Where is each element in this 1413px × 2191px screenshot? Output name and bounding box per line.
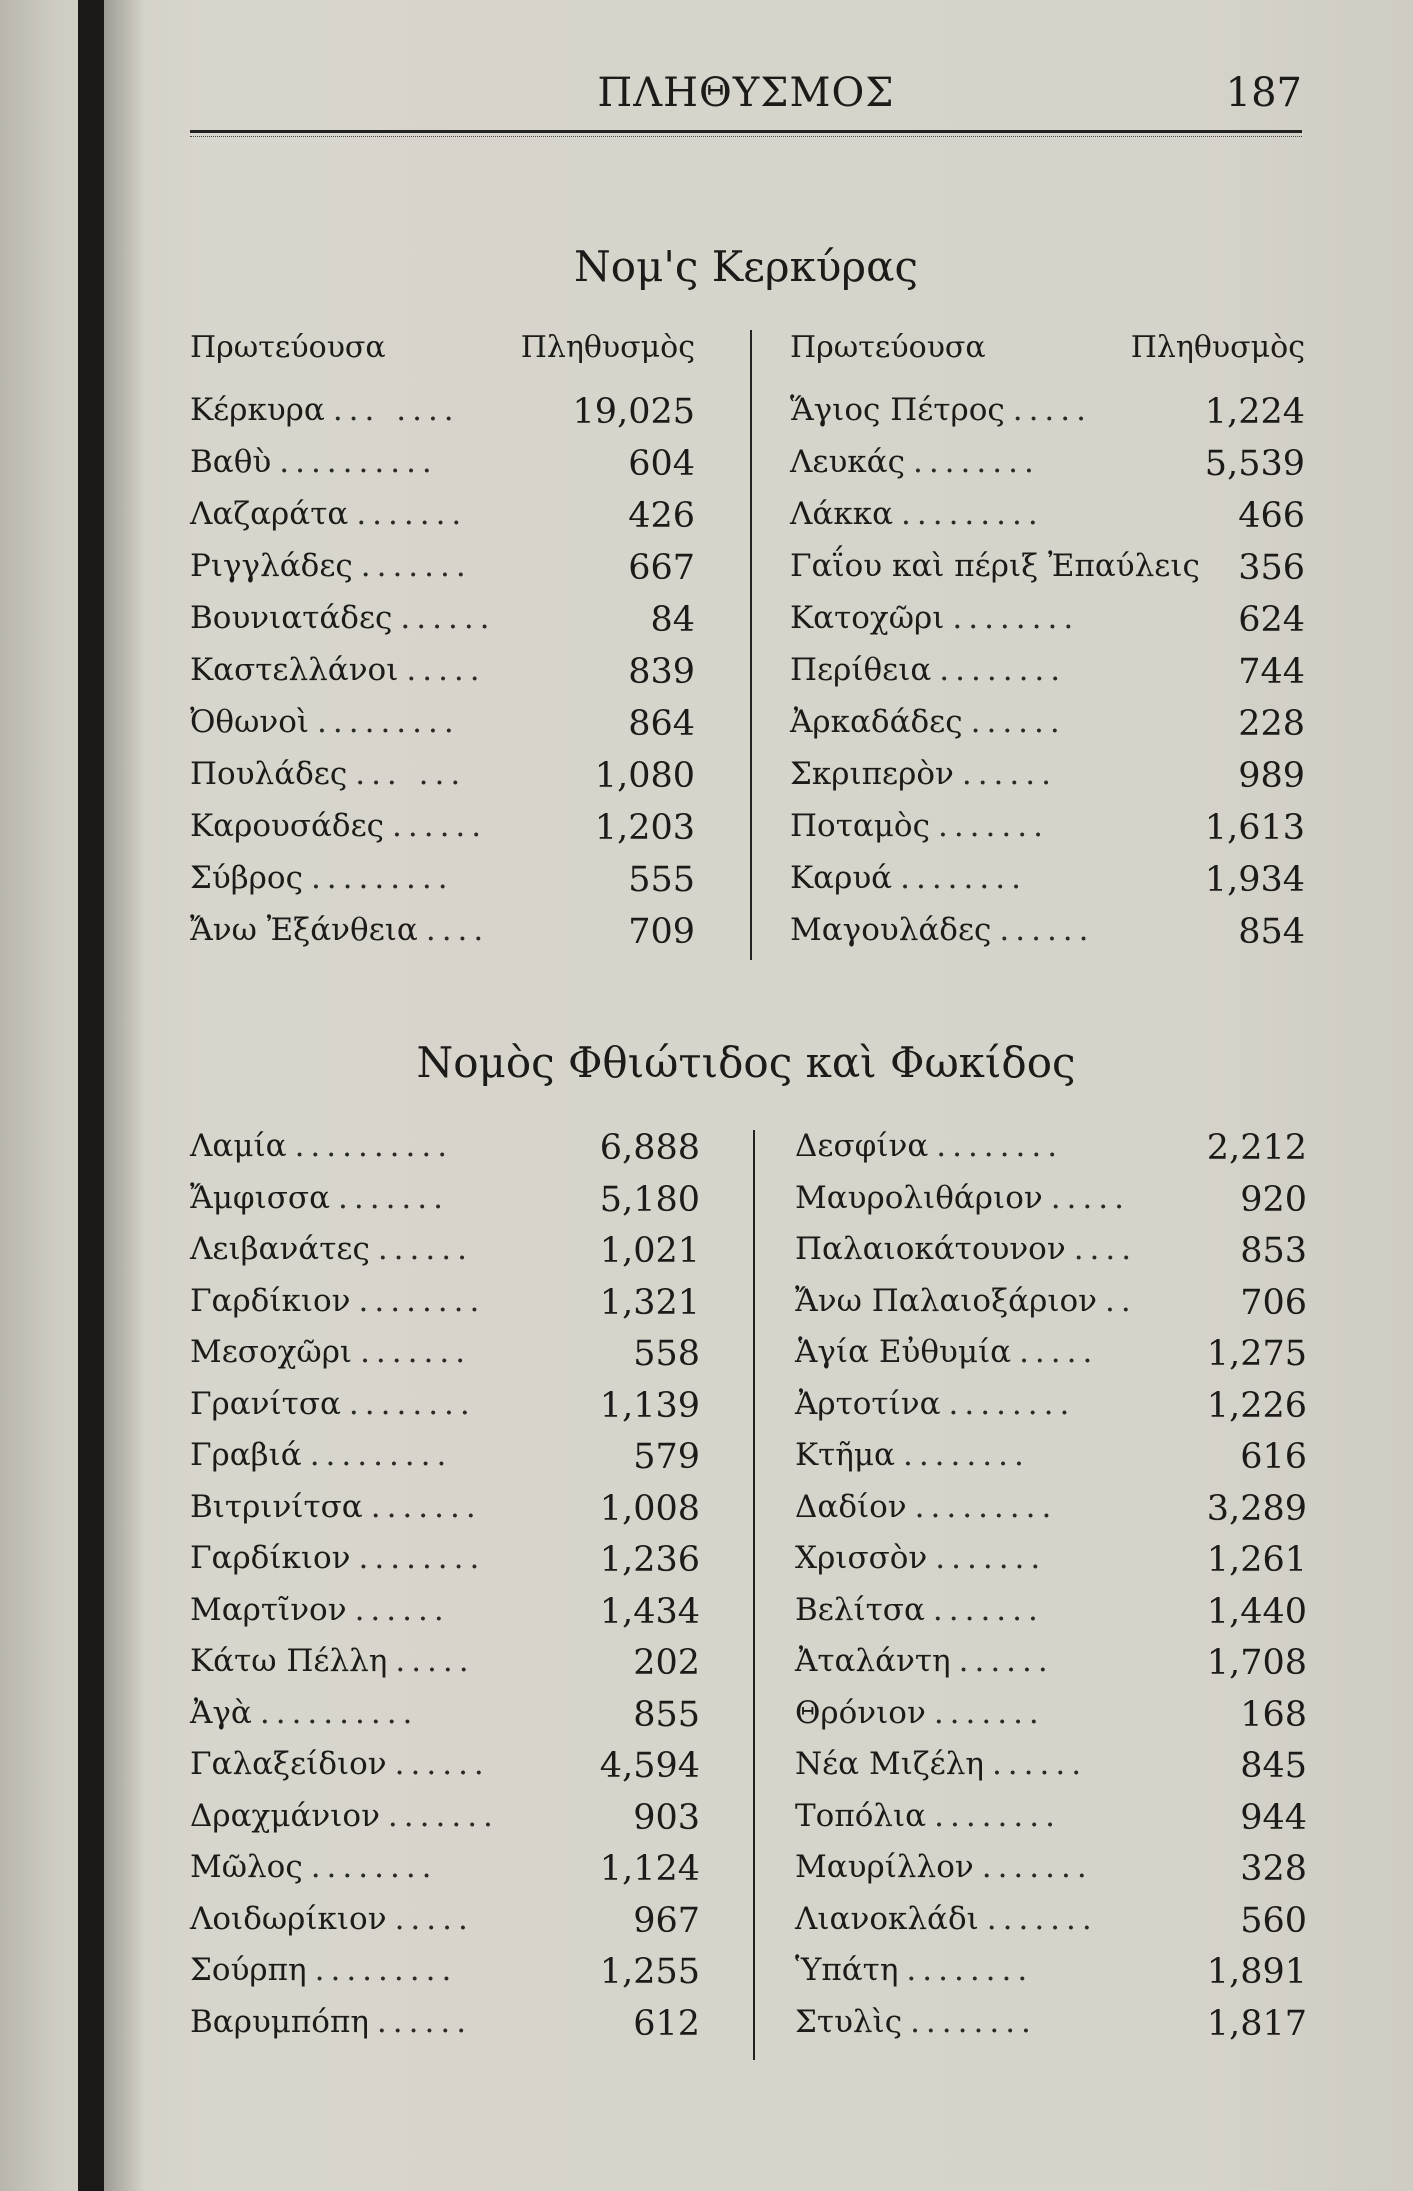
place-name: Σκριπερὸν	[790, 756, 954, 792]
leader-dots: ......	[999, 912, 1095, 948]
table-row	[795, 1489, 1307, 1539]
leader-dots: .....	[395, 1643, 475, 1679]
population-value: 356	[1238, 548, 1305, 588]
leader-dots: .........	[310, 860, 454, 896]
place-name: Βελίτσα	[795, 1591, 925, 1628]
population-value: 1,226	[1206, 1385, 1307, 1426]
leader-dots: ......	[377, 1231, 473, 1267]
table-row	[190, 1643, 700, 1693]
table-row	[795, 1695, 1307, 1745]
leader-dots: .......	[937, 808, 1049, 844]
place-name: Χρισσὸν	[795, 1540, 928, 1576]
leader-dots: .........	[914, 1488, 1058, 1525]
leader-dots: ........	[912, 444, 1040, 480]
population-value: 854	[1238, 912, 1305, 952]
leader-dots: ......	[991, 1746, 1088, 1782]
place-name: Μαυρίλλον	[795, 1849, 974, 1885]
place-name: Βαρυμπόπη	[190, 2003, 369, 2040]
table-row	[795, 1180, 1307, 1230]
running-head	[190, 70, 1302, 130]
kerkyra-right-column	[790, 330, 1305, 970]
table-row	[190, 1540, 700, 1590]
leader-dots: ........	[358, 1540, 486, 1576]
column-header	[190, 330, 695, 370]
leader-dots: ........	[952, 600, 1080, 636]
table-row	[190, 392, 695, 442]
leader-dots: .......	[981, 1849, 1093, 1885]
place-name: Τοπόλια	[795, 1797, 927, 1834]
place-name: Βαθὺ	[190, 444, 272, 480]
leader-dots: ........	[936, 1128, 1064, 1164]
leader-dots: .......	[338, 1179, 449, 1216]
leader-dots: ........	[902, 1437, 1030, 1473]
population-value: 4,594	[599, 1746, 700, 1786]
leader-dots: .......	[360, 548, 472, 584]
population-value: 706	[1240, 1282, 1307, 1323]
place-name: Γαρδίκιον	[190, 1282, 351, 1319]
table-row	[190, 1437, 700, 1487]
table-row	[190, 912, 695, 962]
table-row	[795, 1952, 1307, 2002]
leader-dots: .....	[406, 652, 486, 688]
place-name: Μαρτῖνον	[190, 1591, 347, 1628]
population-value: 6,888	[599, 1128, 700, 1168]
table-row	[795, 1437, 1307, 1487]
leader-dots: ....	[1073, 1231, 1138, 1267]
place-name: Καρουσάδες	[190, 808, 385, 844]
place-name: Βουνιατάδες	[190, 600, 393, 636]
place-name: Ὑπάτη	[795, 1952, 899, 1988]
population-value: 1,224	[1204, 392, 1305, 432]
population-value: 1,275	[1206, 1334, 1307, 1374]
table-row	[790, 808, 1305, 858]
population-value: 1,891	[1206, 1952, 1307, 1992]
leader-dots: .......	[360, 1334, 472, 1370]
place-name: Μῶλος	[190, 1849, 303, 1885]
place-name: Μεσοχῶρι	[190, 1334, 353, 1370]
table-row	[190, 2004, 700, 2054]
place-name: Μαυρολιθάριον	[795, 1179, 1043, 1216]
population-header: Πληθυσμὸς	[520, 330, 695, 365]
place-name: Δαδίον	[795, 1488, 907, 1525]
place-name: Στυλὶς	[795, 2003, 903, 2040]
population-value: 228	[1238, 704, 1305, 744]
leader-dots: ......	[392, 808, 488, 844]
table-row	[790, 860, 1305, 910]
population-value: 920	[1240, 1179, 1307, 1220]
capital-header: Πρωτεύουσα	[190, 330, 386, 365]
population-value: 709	[628, 912, 695, 952]
population-value: 1,021	[599, 1231, 700, 1271]
place-name: Λειβανάτες	[190, 1231, 370, 1267]
population-value: 560	[1240, 1900, 1307, 1941]
population-value: 1,440	[1206, 1591, 1307, 1632]
population-value: 84	[650, 600, 695, 640]
population-value: 616	[1240, 1437, 1307, 1477]
place-name: Ριγγλάδες	[190, 548, 353, 584]
table-row	[795, 1128, 1307, 1178]
table-row	[190, 496, 695, 546]
leader-dots: ........	[358, 1282, 486, 1319]
leader-dots: .....	[1019, 1334, 1099, 1370]
leader-dots: ... ...	[355, 756, 467, 792]
population-value: 967	[633, 1900, 700, 1941]
place-name: Κέρκυρα	[190, 392, 325, 428]
place-name: Λαμία	[190, 1128, 287, 1164]
population-value: 579	[633, 1437, 700, 1477]
table-row	[790, 756, 1305, 806]
population-value: 555	[628, 860, 695, 900]
population-header: Πληθυσμὸς	[1130, 330, 1305, 365]
column-header	[790, 330, 1305, 370]
table-row	[795, 1283, 1307, 1333]
population-value: 1,434	[599, 1591, 700, 1632]
table-row	[795, 2004, 1307, 2054]
table-row	[190, 1489, 700, 1539]
population-value: 853	[1240, 1231, 1307, 1271]
kerkyra-left-column	[190, 330, 695, 970]
table-row	[190, 600, 695, 650]
leader-dots: ........	[934, 1797, 1061, 1834]
table-row	[795, 1540, 1307, 1590]
leader-dots: ........	[348, 1385, 476, 1422]
table-row	[190, 1746, 700, 1796]
leader-dots: ......	[970, 704, 1066, 740]
population-value: 1,124	[599, 1849, 700, 1889]
header-rule	[190, 130, 1302, 133]
leader-dots: ......	[958, 1643, 1054, 1679]
place-name: Σύβρος	[190, 860, 303, 896]
table-row	[190, 1231, 700, 1281]
table-row	[190, 808, 695, 858]
population-value: 1,139	[599, 1385, 700, 1426]
population-value: 1,080	[594, 756, 695, 796]
table-row	[190, 1695, 700, 1745]
table-row	[190, 1592, 700, 1642]
table-row	[190, 548, 695, 598]
leader-dots: ......	[400, 600, 496, 636]
leader-dots: .......	[933, 1694, 1045, 1731]
population-value: 903	[633, 1797, 700, 1838]
leader-dots: .....	[1050, 1179, 1130, 1216]
table-row	[190, 756, 695, 806]
table-row	[790, 912, 1305, 962]
place-name: Γαλαξείδιον	[190, 1746, 387, 1782]
place-name: Ἀγὰ	[190, 1694, 252, 1731]
leader-dots: ......	[961, 756, 1057, 792]
leader-dots: ........	[900, 860, 1027, 896]
section-title-kerkyra: Νομ'ς Κερκύρας	[574, 242, 918, 291]
place-name: Λιανοκλάδι	[795, 1900, 979, 1937]
place-name: Ἁγία Εὐθυμία	[795, 1334, 1012, 1370]
place-name: Ἀρκαδάδες	[790, 704, 963, 740]
leader-dots: ......	[354, 1591, 450, 1628]
leader-dots: ..	[1105, 1282, 1137, 1319]
population-value: 466	[1238, 496, 1305, 536]
place-name: Νέα Μιζέλη	[795, 1746, 984, 1782]
gutter-shadow	[104, 0, 144, 2191]
population-value: 845	[1240, 1746, 1307, 1786]
place-name: Περίθεια	[790, 652, 932, 688]
leader-dots: ........	[906, 1952, 1034, 1988]
fthiotida-right-column	[795, 1128, 1307, 2068]
place-name: Κτῆμα	[795, 1437, 895, 1473]
place-name: Ὀθωνοὶ	[190, 704, 310, 740]
population-value: 558	[633, 1334, 700, 1374]
population-value: 3,289	[1206, 1488, 1307, 1529]
table-row	[190, 1952, 700, 2002]
population-value: 1,261	[1206, 1540, 1307, 1580]
population-value: 426	[628, 496, 695, 536]
fthiotida-left-column	[190, 1128, 700, 2068]
leader-dots: .......	[356, 496, 468, 532]
place-name: Λευκάς	[790, 444, 905, 480]
table-row	[795, 1849, 1307, 1899]
population-value: 1,203	[594, 808, 695, 848]
place-name: Ἄνω Ἐξάνθεια	[190, 912, 418, 948]
table-row	[190, 1901, 700, 1951]
table-row	[190, 1128, 700, 1178]
place-name: Δεσφίνα	[795, 1128, 929, 1164]
population-value: 1,613	[1204, 808, 1305, 848]
place-name: Κατοχῶρι	[790, 600, 945, 636]
leader-dots: ......	[376, 2003, 473, 2040]
population-value: 989	[1238, 756, 1305, 796]
place-name: Ἀρτοτίνα	[795, 1385, 941, 1422]
population-value: 1,255	[599, 1952, 700, 1992]
column-divider	[753, 1130, 755, 2060]
place-name: Ἄμφισσα	[190, 1179, 331, 1216]
capital-header: Πρωτεύουσα	[790, 330, 986, 365]
table-row	[190, 1283, 700, 1333]
table-row	[790, 652, 1305, 702]
table-row	[190, 1849, 700, 1899]
header-rule-dotted	[190, 136, 1302, 137]
population-value: 944	[1240, 1797, 1307, 1838]
leader-dots: .....	[394, 1900, 474, 1937]
leader-dots: ........	[910, 2003, 1037, 2040]
page-number: 187	[1225, 70, 1302, 116]
leader-dots: ......	[394, 1746, 490, 1782]
leader-dots: .....	[1012, 392, 1092, 428]
population-value: 744	[1238, 652, 1305, 692]
population-value: 1,321	[599, 1282, 700, 1323]
population-value: 604	[628, 444, 695, 484]
place-name: Γαΐου καὶ πέριξ Ἐπαύλεις	[790, 548, 1200, 584]
population-value: 5,180	[599, 1179, 700, 1220]
table-row	[795, 1746, 1307, 1796]
place-name: Γραβιά	[190, 1437, 302, 1473]
leader-dots: .........	[901, 496, 1044, 532]
place-name: Ἄνω Παλαιοξάριον	[795, 1282, 1097, 1319]
population-value: 1,708	[1206, 1643, 1307, 1683]
table-row	[190, 704, 695, 754]
place-name: Κάτω Πέλλη	[190, 1643, 388, 1679]
table-row	[190, 652, 695, 702]
table-row	[190, 1798, 700, 1848]
place-name: Ἀταλάντη	[795, 1643, 951, 1679]
column-divider	[750, 330, 752, 960]
table-row	[795, 1592, 1307, 1642]
place-name: Λοιδωρίκιον	[190, 1900, 387, 1937]
population-value: 624	[1238, 600, 1305, 640]
leader-dots: ..........	[279, 444, 438, 480]
population-value: 1,934	[1204, 860, 1305, 900]
population-value: 1,008	[599, 1488, 700, 1529]
table-row	[795, 1386, 1307, 1436]
population-value: 855	[633, 1694, 700, 1735]
place-name: Βιτρινίτσα	[190, 1488, 363, 1525]
leader-dots: ..........	[259, 1694, 419, 1731]
leader-dots: .........	[317, 704, 460, 740]
leader-dots: ....	[425, 912, 490, 948]
table-row	[795, 1901, 1307, 1951]
population-value: 19,025	[572, 392, 695, 432]
population-value: 839	[628, 652, 695, 692]
place-name: Σούρπη	[190, 1952, 307, 1988]
place-name: Γρανίτσα	[190, 1385, 341, 1422]
population-value: 168	[1240, 1694, 1307, 1735]
table-row	[795, 1798, 1307, 1848]
leader-dots: .......	[932, 1591, 1044, 1628]
place-name: Μαγουλάδες	[790, 912, 992, 948]
table-row	[190, 1386, 700, 1436]
table-row	[790, 392, 1305, 442]
place-name: Δραχμάνιον	[190, 1797, 380, 1834]
leader-dots: ........	[939, 652, 1067, 688]
place-name: Πουλάδες	[190, 756, 348, 792]
place-name: Θρόνιον	[795, 1694, 926, 1731]
leader-dots: ........	[310, 1849, 438, 1885]
place-name: Ἅγιος Πέτρος	[790, 392, 1005, 428]
leader-dots: ... ....	[332, 392, 460, 428]
leader-dots: .......	[986, 1900, 1098, 1937]
table-row	[790, 600, 1305, 650]
place-name: Λάκκα	[790, 496, 894, 532]
table-row	[190, 1334, 700, 1384]
table-row	[790, 496, 1305, 546]
table-row	[790, 548, 1305, 598]
table-row	[190, 1180, 700, 1230]
place-name: Παλαιοκάτουνον	[795, 1231, 1066, 1267]
place-name: Γαρδίκιον	[190, 1540, 351, 1576]
place-name: Καρυά	[790, 860, 893, 896]
table-row	[790, 444, 1305, 494]
table-row	[795, 1334, 1307, 1384]
population-value: 1,236	[599, 1540, 700, 1580]
population-value: 1,817	[1206, 2003, 1307, 2044]
leader-dots: ........	[948, 1385, 1076, 1422]
table-row	[795, 1643, 1307, 1693]
population-value: 667	[628, 548, 695, 588]
population-value: 864	[628, 704, 695, 744]
population-value: 5,539	[1204, 444, 1305, 484]
leader-dots: .......	[387, 1797, 499, 1834]
population-value: 2,212	[1206, 1128, 1307, 1168]
table-row	[190, 860, 695, 910]
leader-dots: .........	[309, 1437, 453, 1473]
population-value: 328	[1240, 1849, 1307, 1889]
place-name: Λαζαράτα	[190, 496, 349, 532]
population-value: 612	[633, 2003, 700, 2044]
book-binding-shadow	[78, 0, 104, 2191]
place-name: Ποταμὸς	[790, 808, 930, 844]
leader-dots: .......	[370, 1488, 482, 1525]
population-value: 202	[633, 1643, 700, 1683]
leader-dots: .........	[314, 1952, 458, 1988]
leader-dots: .......	[935, 1540, 1047, 1576]
table-row	[795, 1231, 1307, 1281]
table-row	[790, 704, 1305, 754]
place-name: Καστελλάνοι	[190, 652, 399, 688]
running-title: ΠΛΗΘΥΣΜΟΣ	[597, 70, 895, 116]
leader-dots: ..........	[294, 1128, 454, 1164]
section-title-fthiotida-fokida: Νομὸς Φθιώτιδος καὶ Φωκίδος	[416, 1038, 1076, 1087]
table-row	[190, 444, 695, 494]
